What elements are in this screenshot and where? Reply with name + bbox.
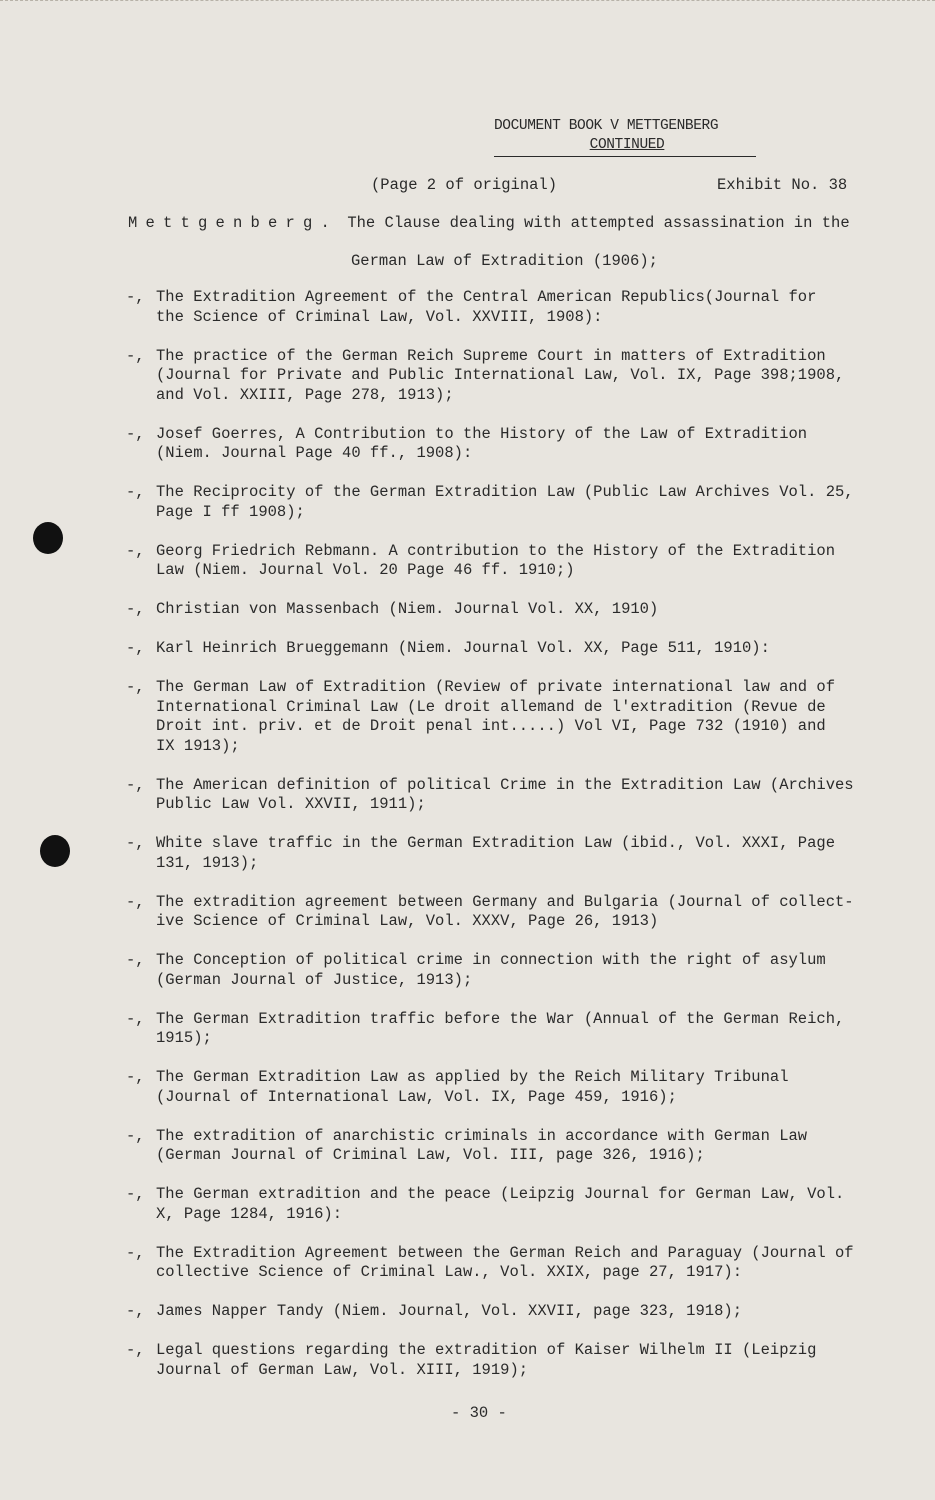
list-item — [126, 639, 886, 659]
list-item — [126, 600, 886, 620]
list-item — [126, 678, 886, 756]
entry-text: Georg Friedrich Rebmann. A contribution to the History of the Extradition Law (Niem. Journal Vol. 20 Page 46 ff. 1910;) — [156, 541, 836, 579]
entry-text: The Conception of political crime in connection with the right of asylum (German Journal of Justice, 1913); — [156, 951, 826, 989]
entry-dash: -, — [126, 1185, 145, 1203]
entry-text: Josef Goerres, A Contribution to the History of the Law of Extradition (Niem. Journal Page 40 ff., 1908): — [156, 424, 808, 462]
list-item — [126, 893, 886, 932]
entry-text: The extradition agreement between Germany and Bulgaria (Journal of collect- ive Science of Criminal Law, Vol. XXXV, Page 26, 1913) — [156, 892, 854, 930]
list-item — [126, 1244, 886, 1283]
list-item — [126, 425, 886, 464]
list-item — [126, 288, 886, 327]
entry-text: White slave traffic in the German Extradition Law (ibid., Vol. XXXI, Page 131, 1913); — [156, 834, 836, 872]
entry-dash: -, — [126, 288, 145, 306]
page-reference: (Page 2 of original) — [371, 176, 558, 194]
punch-hole-bottom — [40, 835, 70, 867]
entry-dash: -, — [126, 951, 145, 969]
intro-name: Mettgenberg. — [128, 214, 339, 232]
entry-text: The German Extradition Law as applied by the Reich Military Tribunal (Journal of International Law, Vol. IX, Page 459, 1916); — [156, 1068, 789, 1106]
entry-dash: -, — [126, 1341, 145, 1359]
list-item — [126, 483, 886, 522]
entry-dash: -, — [126, 541, 145, 560]
entry-text: Christian von Massenbach (Niem. Journal Vol. XX, 1910) — [156, 600, 659, 618]
list-item — [126, 1068, 886, 1107]
entry-text: The Extradition Agreement of the Central American Republics(Journal for the Science of Criminal Law, Vol. XXVIII, 1908): — [156, 288, 817, 326]
entry-dash: -, — [126, 892, 145, 911]
entry-text: James Napper Tandy (Niem. Journal, Vol. XXVII, page 323, 1918); — [156, 1302, 742, 1320]
list-item — [126, 1127, 886, 1166]
list-item — [126, 1010, 886, 1049]
entry-text: The American definition of political Crime in the Extradition Law (Archives Public Law Vol. XXVII, 1911); — [156, 775, 854, 813]
entry-dash: -, — [126, 775, 145, 794]
entry-dash: -, — [126, 834, 145, 852]
entry-dash: -, — [126, 1126, 145, 1145]
header-continued — [494, 136, 756, 157]
list-item — [126, 1185, 886, 1224]
exhibit-number: Exhibit No. 38 — [717, 176, 848, 194]
entry-dash: -, — [126, 1068, 145, 1086]
bibliography-list — [126, 288, 886, 1400]
entry-text: The extradition of anarchistic criminals in accordance with German Law (German Journal of Criminal Law, Vol. III, page 326, 1916); — [156, 1126, 808, 1164]
list-item — [126, 1302, 886, 1322]
intro-line-2: German Law of Extradition (1906); — [351, 252, 658, 270]
entry-dash: -, — [126, 1243, 145, 1262]
entry-dash: -, — [126, 1302, 145, 1320]
entry-text: Legal questions regarding the extradition of Kaiser Wilhelm II (Leipzig Journal of German Law, Vol. XIII, 1919); — [156, 1341, 817, 1379]
entry-text: The German extradition and the peace (Leipzig Journal for German Law, Vol. X, Page 1284, 1916): — [156, 1185, 845, 1223]
header-continued-text: CONTINUED — [589, 137, 665, 153]
intro-line-1 — [128, 214, 868, 232]
entry-text: The practice of the German Reich Supreme Court in matters of Extradition (Journal for Private and Public International Law, Vol. IX, Page 398;1908, and Vol. XXIII, Page 278, 1913); — [156, 346, 845, 404]
entry-dash: -, — [126, 1009, 145, 1028]
entry-dash: -, — [126, 483, 145, 501]
list-item — [126, 542, 886, 581]
entry-dash: -, — [126, 346, 145, 365]
entry-dash: -, — [126, 678, 145, 696]
header-title: DOCUMENT BOOK V METTGENBERG — [494, 118, 719, 134]
entry-text: The Reciprocity of the German Extradition Law (Public Law Archives Vol. 25, Page I ff 1908); — [156, 483, 854, 521]
page-number: - 30 - — [451, 1404, 507, 1422]
document-header — [494, 117, 756, 157]
entry-dash: -, — [126, 639, 145, 657]
punch-hole-top — [33, 522, 63, 554]
intro-line-1-rest: The Clause dealing with attempted assassination in the — [338, 214, 850, 232]
top-edge-line — [0, 0, 935, 2]
list-item — [126, 1341, 886, 1380]
entry-dash: -, — [126, 600, 145, 618]
entry-text: The German Law of Extradition (Review of private international law and of International Criminal Law (Le droit allemand de l'extradition (Revue de Droit int. priv. et de Droit penal int.....) Vol VI, Page 732 (1910) and IX 1913); — [156, 678, 836, 755]
list-item — [126, 834, 886, 873]
entry-text: The German Extradition traffic before the War (Annual of the German Reich, 1915); — [156, 1009, 845, 1047]
entry-text: Karl Heinrich Brueggemann (Niem. Journal Vol. XX, Page 511, 1910): — [156, 639, 770, 657]
list-item — [126, 776, 886, 815]
list-item — [126, 951, 886, 990]
entry-dash: -, — [126, 424, 145, 443]
list-item — [126, 347, 886, 406]
entry-text: The Extradition Agreement between the German Reich and Paraguay (Journal of collective Science of Criminal Law., Vol. XXIX, page 27, 1917): — [156, 1243, 854, 1281]
